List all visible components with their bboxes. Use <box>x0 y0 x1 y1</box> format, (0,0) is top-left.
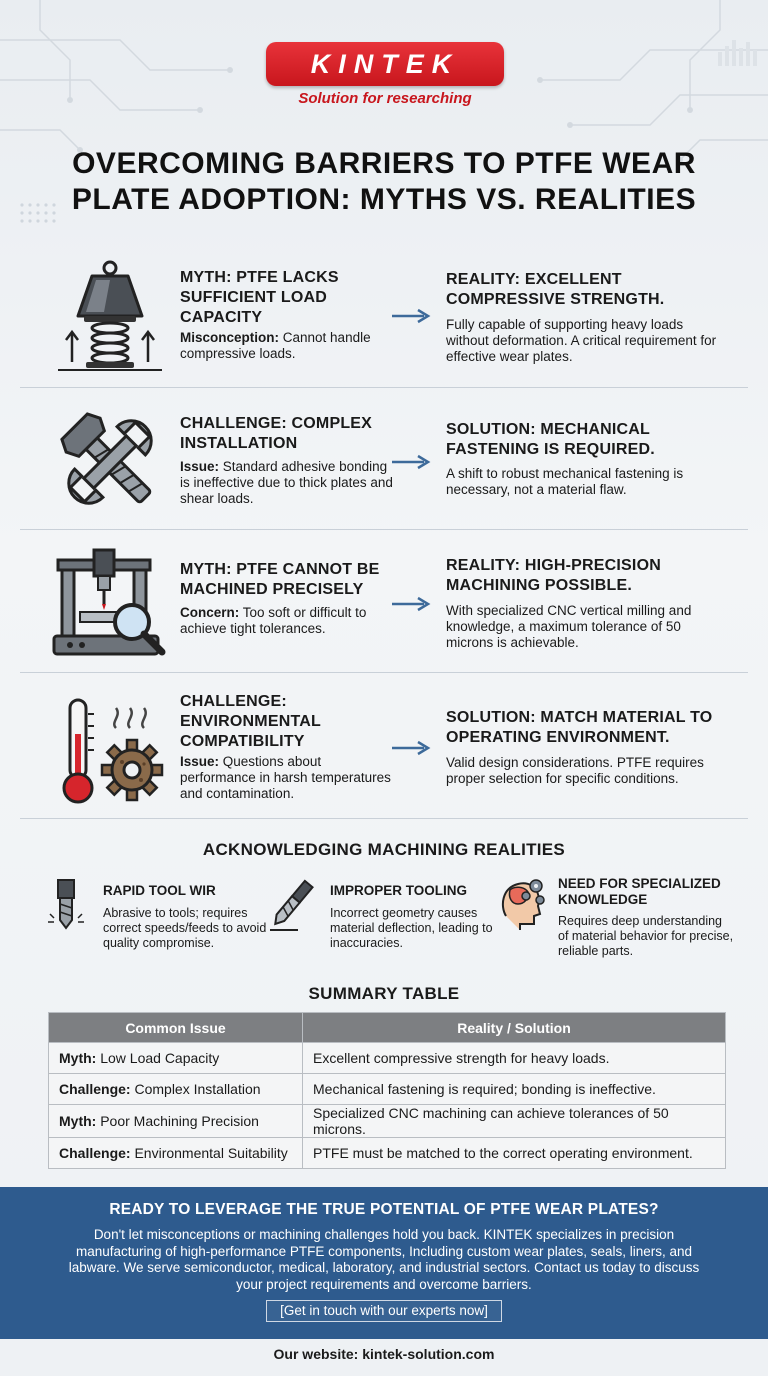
cta-title: READY TO LEVERAGE THE TRUE POTENTIAL OF PTFE WEAR PLATES? <box>109 1201 659 1218</box>
myth-row-load-capacity <box>44 258 724 388</box>
divider <box>20 387 748 388</box>
machining-item-title: RAPID TOOL WIR <box>103 883 216 898</box>
thermometer-gear-icon <box>50 694 170 814</box>
issue-description: Misconception: Cannot handle compressive loads. <box>180 330 371 361</box>
issue-title: CHALLENGE: ENVIRONMENTAL COMPATIBILITY <box>180 693 321 750</box>
table-cell-issue: Challenge: Complex Installation <box>49 1074 303 1105</box>
divider <box>20 672 748 673</box>
machining-item-tool-wear <box>44 876 267 956</box>
cnc-machine-icon <box>50 546 170 666</box>
machining-item-specialized-knowledge <box>498 876 734 966</box>
table-cell-solution: Specialized CNC machining can achieve tolerances of 50 microns. <box>303 1105 726 1138</box>
issue-description: Issue: Questions about performance in harsh temperatures and contamination. <box>180 754 391 801</box>
wrench-bolt-icon <box>50 402 170 522</box>
table-cell-issue: Myth: Poor Machining Precision <box>49 1105 303 1138</box>
issue-title: MYTH: PTFE LACKS SUFFICIENT LOAD CAPACITY <box>180 269 339 326</box>
machining-item-title: IMPROPER TOOLING <box>330 883 468 898</box>
spring-weight-icon <box>50 258 170 378</box>
solution-description: With specialized CNC vertical milling and knowledge, a maximum tolerance of 50 microns is achievable. <box>446 603 692 650</box>
cta-body: Don't let misconceptions or machining challenges hold you back. KINTEK specializes in precision manufacturing of high-performance PTFE components, Including custom wear plates, seals, liners, and labware. We serve semiconductor, medical, laboratory, and industrial sectors. Contact us today to discuss your project requirements and overcome barriers. <box>68 1227 700 1292</box>
issue-title: CHALLENGE: COMPLEX INSTALLATION <box>180 415 373 452</box>
challenge-row-installation <box>44 400 724 528</box>
cutting-tool-icon <box>268 876 316 932</box>
machining-item-description: Abrasive to tools; requires correct speeds/feeds to avoid quality compromise. <box>103 906 267 950</box>
head-gears-icon <box>498 876 546 932</box>
table-row <box>49 1074 726 1105</box>
arrow-right-icon <box>390 454 432 470</box>
kintek-logo <box>262 38 508 116</box>
solution-title: REALITY: HIGH-PRECISION MACHINING POSSIBLE. <box>446 557 661 594</box>
website-footer: Our website: kintek-solution.com <box>273 1346 495 1362</box>
divider <box>20 529 748 530</box>
summary-title: SUMMARY TABLE <box>308 984 460 1003</box>
table-row <box>49 1138 726 1169</box>
table-cell-solution: Excellent compressive strength for heavy loads. <box>303 1043 726 1074</box>
issue-title: MYTH: PTFE CANNOT BE MACHINED PRECISELY <box>180 561 380 598</box>
issue-description: Concern: Too soft or difficult to achieve tight tolerances. <box>180 605 367 636</box>
table-cell-issue: Challenge: Environmental Suitability <box>49 1138 303 1169</box>
column-header: Reality / Solution <box>303 1013 726 1043</box>
solution-title: SOLUTION: MECHANICAL FASTENING IS REQUIRED. <box>446 421 655 458</box>
logo-tagline: Solution for researching <box>298 90 472 107</box>
issue-description: Issue: Standard adhesive bonding is ineffective due to thick plates and shear loads. <box>180 459 393 506</box>
contact-experts-button[interactable]: [Get in touch with our experts now] <box>266 1300 502 1322</box>
column-header: Common Issue <box>49 1013 303 1043</box>
table-row <box>49 1043 726 1074</box>
arrow-right-icon <box>390 740 432 756</box>
table-cell-issue: Myth: Low Load Capacity <box>49 1043 303 1074</box>
machining-item-description: Requires deep understanding of material behavior for precise, reliable parts. <box>558 914 734 958</box>
machining-item-description: Incorrect geometry causes material deflection, leading to inaccuracies. <box>330 906 493 950</box>
arrow-right-icon <box>390 308 432 324</box>
machining-section-title: ACKNOWLEDGING MACHINING REALITIES <box>202 840 566 859</box>
arrow-right-icon <box>390 596 432 612</box>
table-cell-solution: Mechanical fastening is required; bonding is ineffective. <box>303 1074 726 1105</box>
solution-title: REALITY: EXCELLENT COMPRESSIVE STRENGTH. <box>446 271 665 308</box>
divider <box>20 818 748 819</box>
table-row <box>49 1105 726 1138</box>
myth-row-machining <box>44 542 724 670</box>
drill-bit-wear-icon <box>44 876 92 932</box>
machining-item-improper-tooling <box>268 876 494 956</box>
solution-title: SOLUTION: MATCH MATERIAL TO OPERATING ENVIRONMENT. <box>446 709 713 746</box>
solution-description: Fully capable of supporting heavy loads without deformation. A critical requirement for effective wear plates. <box>446 317 717 364</box>
challenge-row-environment <box>44 684 724 814</box>
summary-table <box>48 1012 726 1169</box>
solution-description: A shift to robust mechanical fastening is necessary, not a material flaw. <box>446 466 684 497</box>
cta-banner <box>0 1187 768 1339</box>
solution-description: Valid design considerations. PTFE requires proper selection for specific conditions. <box>446 755 704 786</box>
page-title: OVERCOMING BARRIERS TO PTFE WEAR PLATE ADOPTION: MYTHS VS. REALITIES <box>71 147 697 216</box>
machining-item-title: NEED FOR SPECIALIZED KNOWLEDGE <box>558 876 721 907</box>
table-header-row <box>49 1013 726 1043</box>
table-cell-solution: PTFE must be matched to the correct operating environment. <box>303 1138 726 1169</box>
logo-wordmark: KINTEK <box>310 49 460 79</box>
